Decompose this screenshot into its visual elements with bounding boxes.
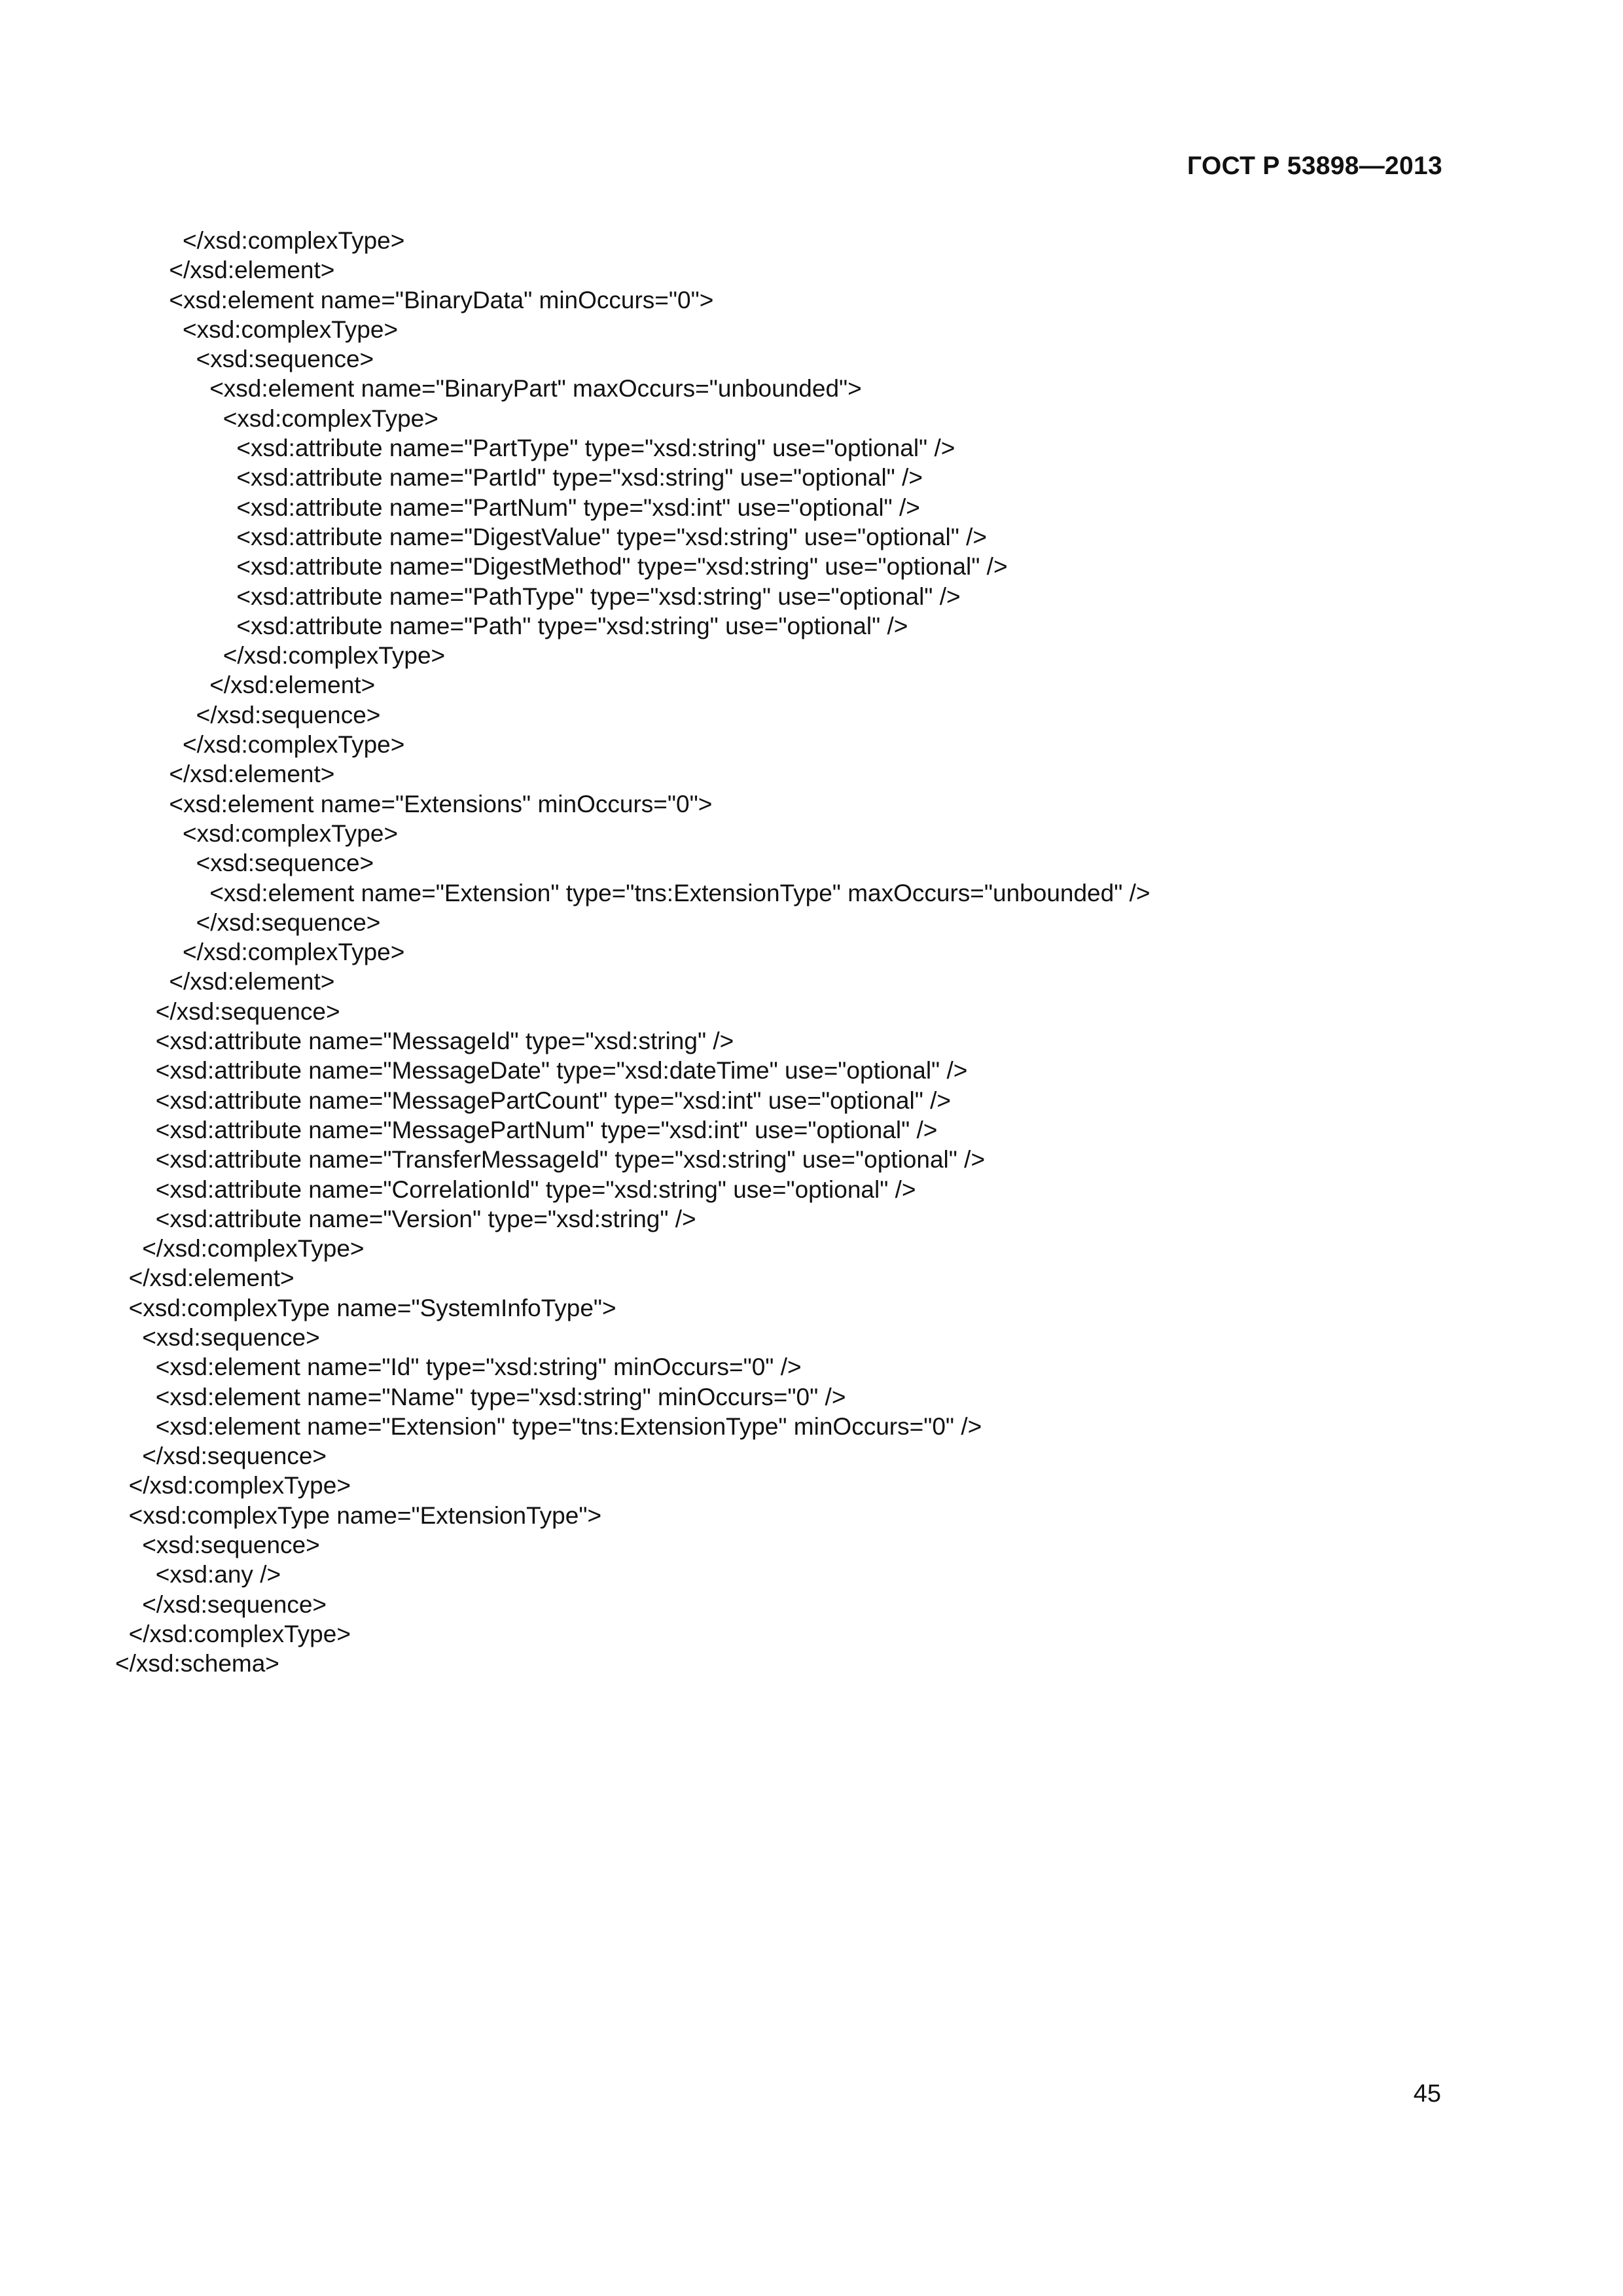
code-line: </xsd:sequence> bbox=[142, 1590, 327, 1618]
code-line: </xsd:element> bbox=[169, 968, 335, 996]
code-line: <xsd:element name="BinaryData" minOccurs="0"> bbox=[169, 286, 714, 314]
code-line: <xsd:attribute name="Path" type="xsd:string" use="optional" /> bbox=[236, 612, 908, 639]
code-line: <xsd:complexType> bbox=[183, 315, 399, 343]
code-line: <xsd:attribute name="PathType" type="xsd:string" use="optional" /> bbox=[236, 583, 961, 610]
code-line: </xsd:sequence> bbox=[196, 701, 381, 728]
code-line: <xsd:element name="Extensions" minOccurs="0"> bbox=[169, 790, 713, 817]
code-line: </xsd:sequence> bbox=[142, 1443, 327, 1470]
code-line: </xsd:complexType> bbox=[142, 1235, 365, 1263]
code-line: <xsd:complexType name="ExtensionType"> bbox=[128, 1501, 602, 1529]
code-line: <xsd:element name="BinaryPart" maxOccurs="unbounded"> bbox=[209, 375, 862, 403]
code-line: </xsd:complexType> bbox=[183, 939, 405, 966]
code-line: <xsd:complexType> bbox=[183, 819, 399, 847]
code-line: </xsd:schema> bbox=[115, 1650, 279, 1677]
code-line: <xsd:attribute name="Version" type="xsd:string" /> bbox=[155, 1205, 696, 1232]
code-line: </xsd:element> bbox=[128, 1265, 294, 1292]
code-line: <xsd:attribute name="DigestMethod" type="xsd:string" use="optional" /> bbox=[236, 553, 1008, 581]
code-line: <xsd:attribute name="PartType" type="xsd:string" use="optional" /> bbox=[236, 435, 955, 462]
code-line: <xsd:attribute name="MessagePartCount" type="xsd:int" use="optional" /> bbox=[155, 1086, 951, 1114]
code-line: <xsd:attribute name="MessageId" type="xsd:string" /> bbox=[155, 1028, 734, 1055]
code-line: </xsd:complexType> bbox=[128, 1620, 351, 1647]
page-number: 45 bbox=[1413, 2080, 1441, 2108]
code-line: </xsd:sequence> bbox=[196, 908, 381, 936]
code-line: </xsd:element> bbox=[209, 672, 376, 699]
code-line: <xsd:attribute name="MessagePartNum" type="xsd:int" use="optional" /> bbox=[155, 1116, 938, 1143]
code-line: <xsd:attribute name="MessageDate" type="xsd:dateTime" use="optional" /> bbox=[155, 1057, 968, 1085]
code-line: <xsd:complexType name="SystemInfoType"> bbox=[128, 1294, 616, 1321]
code-line: </xsd:element> bbox=[169, 761, 335, 788]
code-line: <xsd:element name="Extension" type="tns:ExtensionType" minOccurs="0" /> bbox=[155, 1412, 982, 1440]
code-line: <xsd:sequence> bbox=[196, 850, 374, 877]
code-line: <xsd:sequence> bbox=[142, 1532, 320, 1559]
code-line: <xsd:any /> bbox=[155, 1561, 281, 1588]
code-line: <xsd:attribute name="TransferMessageId" type="xsd:string" use="optional" /> bbox=[155, 1146, 986, 1174]
code-line: </xsd:complexType> bbox=[183, 731, 405, 759]
code-line: <xsd:attribute name="CorrelationId" type="xsd:string" use="optional" /> bbox=[155, 1175, 916, 1203]
code-line: </xsd:sequence> bbox=[155, 997, 340, 1025]
code-line: <xsd:element name="Extension" type="tns:ExtensionType" maxOccurs="unbounded" /> bbox=[209, 879, 1150, 906]
code-line: <xsd:complexType> bbox=[223, 404, 438, 432]
code-line: <xsd:attribute name="PartNum" type="xsd:int" use="optional" /> bbox=[236, 493, 920, 521]
code-line: <xsd:attribute name="PartId" type="xsd:string" use="optional" /> bbox=[236, 464, 923, 492]
xsd-code-listing bbox=[115, 226, 1150, 1679]
document-code-header: ГОСТ Р 53898—2013 bbox=[1187, 152, 1442, 180]
code-line: <xsd:element name="Id" type="xsd:string" minOccurs="0" /> bbox=[155, 1354, 802, 1381]
code-line: </xsd:complexType> bbox=[223, 642, 446, 670]
code-line: </xsd:element> bbox=[169, 257, 335, 284]
code-line: <xsd:attribute name="DigestValue" type="xsd:string" use="optional" /> bbox=[236, 523, 988, 550]
code-line: <xsd:sequence> bbox=[196, 346, 374, 373]
code-line: </xsd:complexType> bbox=[128, 1472, 351, 1499]
code-line: </xsd:complexType> bbox=[183, 227, 405, 254]
code-line: <xsd:sequence> bbox=[142, 1323, 320, 1351]
code-line: <xsd:element name="Name" type="xsd:string" minOccurs="0" /> bbox=[155, 1383, 846, 1410]
